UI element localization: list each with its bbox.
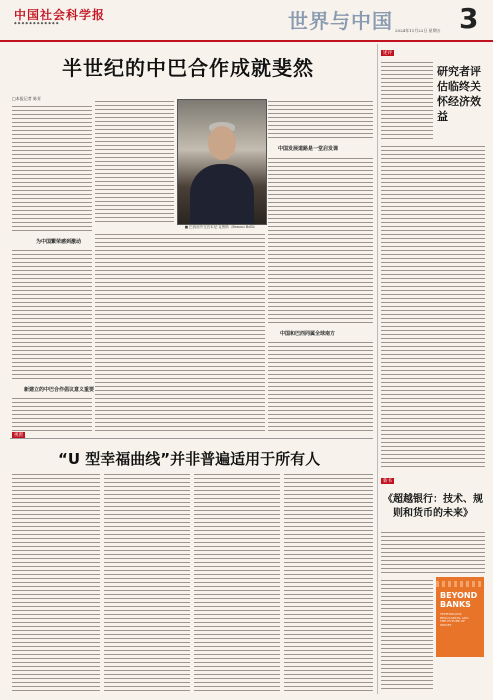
paper-logo: 中国社会科学报: [14, 8, 106, 22]
book-cover-image: [436, 577, 484, 657]
lead-text-col2b: [95, 232, 265, 434]
page-number: 3: [459, 2, 479, 35]
second-text-col4: [284, 472, 373, 694]
second-headline: “U 型幸福曲线”并非普遍适用于所有人: [58, 450, 321, 468]
tag-review: 述评: [383, 51, 392, 56]
lead-subhead-1: 为中国繁荣感到激动: [36, 239, 82, 245]
section-divider: [10, 438, 373, 439]
tag-new-book: 新书: [383, 479, 392, 484]
second-text-col2: [104, 472, 190, 694]
second-text-col1: [12, 472, 100, 694]
lead-headline: 半世纪的中巴合作成就斐然: [62, 56, 314, 80]
lead-subhead-3: 中国和巴西同属全球南方: [280, 331, 336, 337]
book-cover-title: BEYOND BANKS: [440, 591, 478, 609]
tag-view: 视窗: [14, 433, 23, 438]
lead-text-col3c: [268, 340, 373, 434]
masthead-info: ◆ ◆ ◆ ◆ ◆ ◆ ◆ ◆ ◆ ◆ ◆ ◆: [14, 21, 59, 25]
issue-date: 2024年11月22日 星期五: [395, 28, 441, 33]
lead-byline: □本报记者 陈亚: [12, 96, 42, 101]
masthead: [0, 0, 493, 42]
lead-subhead-2: 中国发展道路是一堂启发课: [278, 146, 339, 152]
lead-text-col1c: [12, 396, 92, 434]
diplomat-photo: [177, 99, 267, 225]
lead-text-col3b: [268, 156, 373, 326]
photo-caption: ■ 巴西前外交官本尼·克鲁斯（Benoni Belli）: [184, 225, 258, 229]
second-text-col3: [194, 472, 280, 694]
book-cover-pattern: [436, 581, 484, 587]
lead-text-col1b: [12, 248, 92, 382]
book-review-title: 《超越银行：技术、规则和货币的未来》: [383, 494, 483, 519]
section-title: 世界与中国: [288, 9, 393, 33]
book-cover-subtitle: TECHNOLOGY, REGULATION, AND THE FUTURE OF MONEY: [440, 612, 469, 627]
review-text-body: [381, 144, 485, 468]
photo-suit: [190, 164, 254, 224]
review-text-top: [381, 60, 433, 140]
book-text-top: [381, 530, 485, 574]
lead-text-col2a: [95, 99, 174, 225]
lead-subhead-4: 新建立的中巴合作倡议意义重要: [24, 387, 95, 393]
book-text-side: [381, 578, 433, 692]
review-title: 研究者评估临终关怀经济效益: [437, 65, 481, 123]
lead-text-col1a: [12, 104, 92, 234]
photo-face: [208, 126, 236, 160]
lead-text-col3a: [268, 99, 373, 141]
